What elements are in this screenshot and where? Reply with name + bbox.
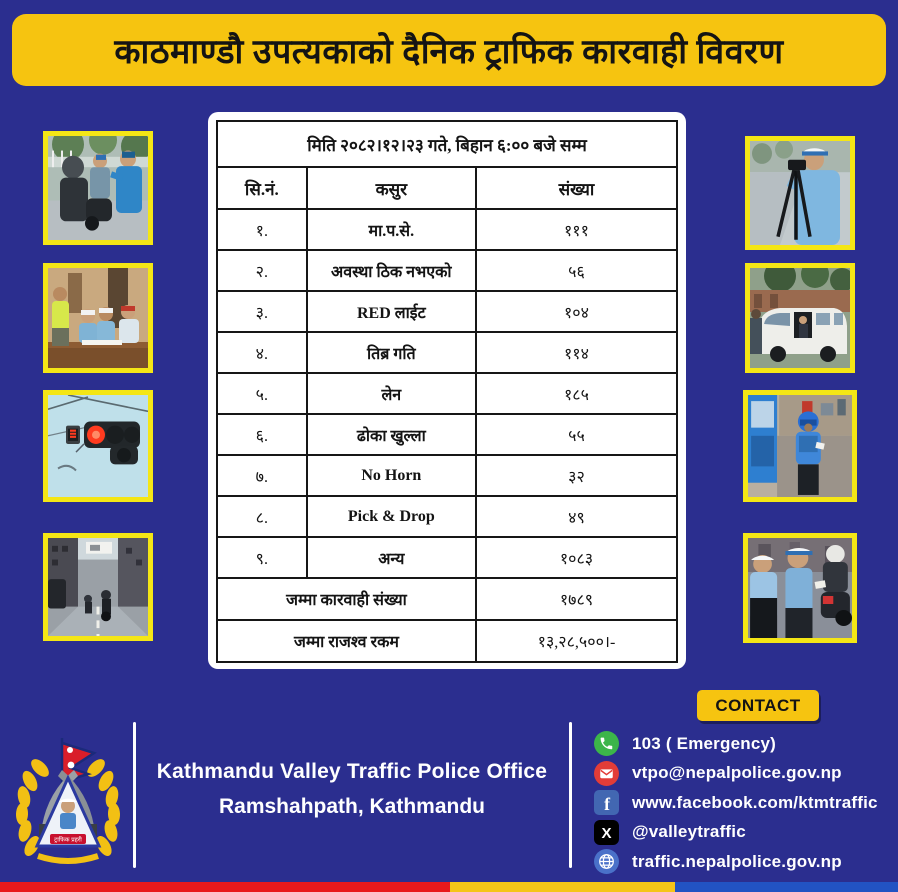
x-icon	[594, 820, 619, 845]
cell-sn: ३.	[217, 291, 307, 332]
cell-count: ३२	[476, 455, 677, 496]
col-header-sn: सि.नं.	[217, 167, 307, 209]
table-row	[217, 537, 677, 578]
scene-helmet-officer-ticketing	[748, 395, 852, 497]
facebook-icon	[594, 790, 619, 815]
contact-facebook-text[interactable]: www.facebook.com/ktmtraffic	[632, 792, 878, 812]
photo-checking-bike-documents	[743, 533, 857, 643]
table-row	[217, 209, 677, 250]
col-header-offense: कसुर	[307, 167, 476, 209]
contact-email-text[interactable]: vtpo@nepalpolice.gov.np	[632, 763, 842, 783]
cell-count: ५५	[476, 414, 677, 455]
cell-count: ११४	[476, 332, 677, 373]
bottom-stripe-yellow	[450, 882, 675, 892]
office-address: Ramshahpath, Kathmandu	[218, 795, 486, 818]
contact-x-text[interactable]: @valleytraffic	[632, 822, 746, 842]
summary-value: १३,२८,५००।-	[476, 620, 677, 662]
cell-offense: No Horn	[307, 455, 476, 496]
scene-speed-camera-officer	[750, 141, 850, 245]
cell-sn: ९.	[217, 537, 307, 578]
contact-row-email	[594, 759, 894, 789]
cell-offense: अवस्था ठिक नभएको	[307, 250, 476, 291]
cell-count: १०४	[476, 291, 677, 332]
footer-divider-right	[569, 722, 572, 868]
photo-street-motorcycles	[43, 533, 153, 641]
logo-ribbon-text: ट्राफिक प्रहरी	[54, 837, 82, 844]
cell-offense: लेन	[307, 373, 476, 414]
summary-value: १७८९	[476, 578, 677, 620]
cell-sn: ८.	[217, 496, 307, 537]
scene-street-motorcycles	[48, 538, 148, 636]
cell-count: १०८३	[476, 537, 677, 578]
scene-checking-motorcyclist	[48, 136, 148, 240]
header-banner	[12, 14, 886, 86]
photo-red-traffic-light	[43, 390, 153, 502]
globe-icon	[594, 849, 619, 874]
table-row	[217, 496, 677, 537]
office-name: Kathmandu Valley Traffic Police Office	[156, 760, 548, 783]
cell-offense: Pick & Drop	[307, 496, 476, 537]
cell-sn: ६.	[217, 414, 307, 455]
cell-count: ४९	[476, 496, 677, 537]
summary-row-total-revenue	[217, 620, 677, 662]
cell-count: ५६	[476, 250, 677, 291]
contact-list	[594, 729, 894, 877]
svg-text:X: X	[601, 824, 612, 842]
page-title: काठमाण्डौ उपत्यकाको दैनिक ट्राफिक कारवाही विवरण	[114, 34, 784, 71]
scene-checking-bike-documents	[748, 538, 852, 638]
summary-row-total-actions	[217, 578, 677, 620]
table-row	[217, 291, 677, 332]
contact-button[interactable]: CONTACT	[697, 690, 819, 721]
nepal-traffic-police-logo	[14, 734, 122, 866]
contact-website-text[interactable]: traffic.nepalpolice.gov.np	[632, 851, 842, 871]
cell-offense: तिब्र गति	[307, 332, 476, 373]
cell-sn: ४.	[217, 332, 307, 373]
table-row	[217, 373, 677, 414]
contact-row-x	[594, 818, 894, 848]
scene-van-open-door	[750, 268, 850, 368]
cell-sn: १.	[217, 209, 307, 250]
phone-icon	[594, 731, 619, 756]
cell-sn: ७.	[217, 455, 307, 496]
photo-checking-motorcyclist	[43, 131, 153, 245]
cell-offense: RED लाईट	[307, 291, 476, 332]
cell-count: १८५	[476, 373, 677, 414]
photo-van-open-door	[745, 263, 855, 373]
photo-speed-camera-officer	[745, 136, 855, 250]
cell-offense: अन्य	[307, 537, 476, 578]
scene-red-traffic-light	[48, 395, 148, 497]
col-header-count: संख्या	[476, 167, 677, 209]
table-row	[217, 455, 677, 496]
table-row	[217, 332, 677, 373]
office-identity	[148, 760, 556, 819]
report-table-card	[208, 112, 686, 669]
report-date-title: मिति २०८२।१२।२३ गते, बिहान ६:०० बजे सम्म	[217, 121, 677, 167]
email-icon	[594, 761, 619, 786]
contact-row-phone	[594, 729, 894, 759]
svg-text:f: f	[604, 794, 610, 815]
cell-offense: ढोका खुल्ला	[307, 414, 476, 455]
contact-row-facebook	[594, 788, 894, 818]
photo-officers-at-desk	[43, 263, 153, 373]
contact-row-website	[594, 847, 894, 877]
photo-helmet-officer-ticketing	[743, 390, 857, 502]
traffic-report-table	[216, 120, 678, 663]
table-row	[217, 414, 677, 455]
scene-officers-at-desk	[48, 268, 148, 368]
cell-sn: ५.	[217, 373, 307, 414]
footer-divider-left	[133, 722, 136, 868]
cell-offense: मा.प.से.	[307, 209, 476, 250]
contact-phone-text[interactable]: 103 ( Emergency)	[632, 733, 776, 753]
cell-sn: २.	[217, 250, 307, 291]
summary-label: जम्मा कारवाही संख्या	[217, 578, 476, 620]
table-row	[217, 250, 677, 291]
cell-count: १११	[476, 209, 677, 250]
summary-label: जम्मा राजश्व रकम	[217, 620, 476, 662]
bottom-stripe-red	[0, 882, 450, 892]
bottom-stripe-blue	[675, 882, 898, 892]
